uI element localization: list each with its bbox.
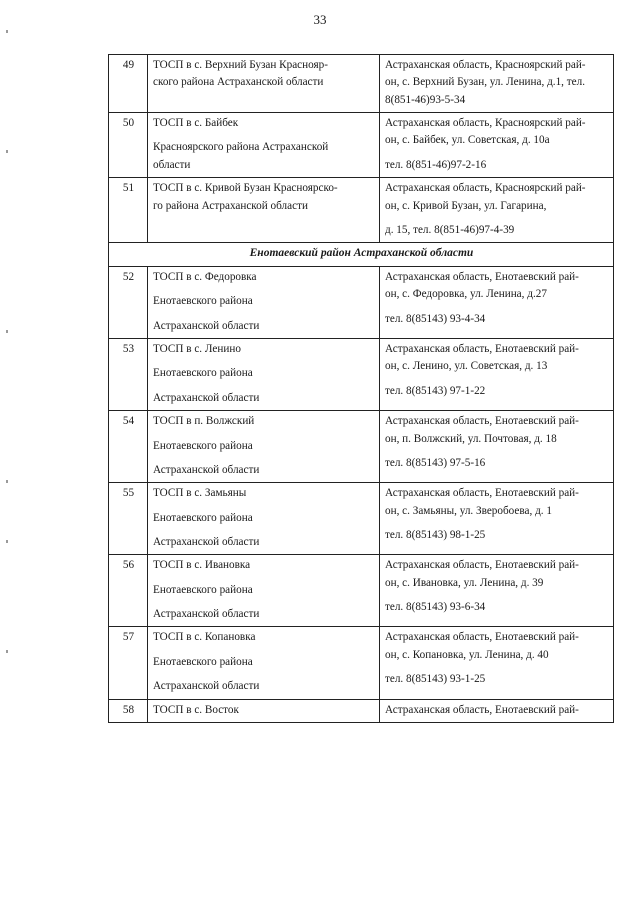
organization-name-line: области — [153, 158, 191, 171]
table-row — [109, 113, 614, 178]
table-row — [109, 627, 614, 699]
address-line: он, с. Копановка, ул. Ленина, д. 40 — [385, 648, 549, 661]
organization-name-line: ТОСП в с. Кривой Бузан Красноярско- — [153, 182, 338, 195]
organization-name-cell — [148, 555, 380, 627]
address-line: он, с. Федоровка, ул. Ленина, д.27 — [385, 288, 547, 301]
organization-name-line: Астраханской области — [153, 391, 260, 404]
organization-name-line: Енотаевского района — [153, 583, 253, 596]
organization-name-line: Астраханской области — [153, 463, 260, 476]
organization-name-cell — [148, 178, 380, 243]
table-row — [109, 178, 614, 243]
line-spacer — [153, 455, 375, 462]
organization-name-line: ТОСП в с. Замьяны — [153, 487, 247, 500]
address-line: Астраханская область, Енотаевский рай- — [385, 631, 579, 644]
organization-name-line: ТОСП в с. Верхний Бузан Краснояр- — [153, 59, 328, 71]
registry-table — [108, 54, 614, 723]
table-body-enotaevsk — [109, 267, 614, 723]
organization-name-line: Енотаевского района — [153, 367, 253, 380]
address-line: Астраханская область, Енотаевский рай- — [385, 415, 579, 428]
line-spacer — [153, 647, 375, 654]
organization-name-line: Астраханской области — [153, 680, 260, 693]
address-line: Астраханская область, Енотаевский рай- — [385, 487, 579, 500]
table-row — [109, 555, 614, 627]
address-line: он, с. Байбек, ул. Советская, д. 10а — [385, 134, 550, 147]
line-spacer — [153, 527, 375, 534]
address-line: тел. 8(85143) 93-1-25 — [385, 673, 486, 686]
address-line: Астраханская область, Красноярский рай- — [385, 117, 586, 130]
address-cell — [380, 699, 614, 722]
row-number: 54 — [109, 411, 148, 483]
row-number: 55 — [109, 483, 148, 555]
organization-name-line: ТОСП в с. Копановка — [153, 631, 256, 644]
organization-name-line: ТОСП в с. Восток — [153, 703, 239, 716]
row-number: 50 — [109, 113, 148, 178]
line-spacer — [153, 286, 375, 293]
organization-name-line: го района Астраханской области — [153, 199, 308, 212]
address-line: Астраханская область, Енотаевский рай- — [385, 703, 579, 716]
address-cell — [380, 411, 614, 483]
address-cell — [380, 339, 614, 411]
address-line: д. 15, тел. 8(851-46)97-4-39 — [385, 223, 515, 236]
address-line: тел. 8(85143) 97-5-16 — [385, 456, 486, 469]
line-spacer — [385, 592, 609, 599]
page-number: 33 — [313, 12, 327, 27]
line-spacer — [385, 150, 609, 157]
address-cell — [380, 178, 614, 243]
table-row — [109, 483, 614, 555]
organization-name-cell — [148, 411, 380, 483]
organization-name-line: Енотаевского района — [153, 511, 253, 524]
line-spacer — [153, 503, 375, 510]
address-line: тел. 8(85143) 93-4-34 — [385, 312, 486, 325]
row-number: 57 — [109, 627, 148, 699]
organization-name-cell — [148, 267, 380, 339]
address-cell — [380, 627, 614, 699]
organization-name-line: Астраханской области — [153, 319, 260, 332]
line-spacer — [385, 304, 609, 311]
organization-name-line: ТОСП в п. Волжский — [153, 415, 255, 428]
section-header-row — [109, 243, 614, 267]
line-spacer — [153, 311, 375, 318]
line-spacer — [153, 575, 375, 582]
organization-name-line: ского района Астраханской области — [153, 76, 324, 89]
row-number: 56 — [109, 555, 148, 627]
organization-name-cell — [148, 339, 380, 411]
row-number: 53 — [109, 339, 148, 411]
organization-name-cell — [148, 627, 380, 699]
table-row — [109, 411, 614, 483]
organization-name-cell — [148, 699, 380, 722]
organization-name-line: Астраханской области — [153, 608, 260, 621]
organization-name-line: Енотаевского района — [153, 655, 253, 668]
line-spacer — [385, 520, 609, 527]
address-line: он, с. Замьяны, ул. Зверобоева, д. 1 — [385, 504, 552, 517]
table-row — [109, 55, 614, 113]
address-line: он, с. Кривой Бузан, ул. Гагарина, — [385, 199, 547, 212]
address-line: Астраханская область, Красноярский рай- — [385, 182, 586, 195]
organization-name-line: Астраханской области — [153, 536, 260, 548]
address-line: тел. 8(85143) 93-6-34 — [385, 601, 486, 614]
line-spacer — [153, 132, 375, 139]
line-spacer — [153, 671, 375, 678]
address-line: он, с. Ивановка, ул. Ленина, д. 39 — [385, 576, 544, 589]
address-cell — [380, 267, 614, 339]
organization-name-cell — [148, 113, 380, 178]
section-header-row-group — [109, 243, 614, 267]
line-spacer — [153, 358, 375, 365]
address-cell — [380, 55, 614, 113]
section-title: Енотаевский район Астраханской области — [109, 243, 614, 267]
address-cell — [380, 113, 614, 178]
line-spacer — [385, 376, 609, 383]
line-spacer — [153, 383, 375, 390]
table-body-krasnoyarsk — [109, 55, 614, 243]
organization-name-cell — [148, 55, 380, 113]
table-row — [109, 267, 614, 339]
line-spacer — [385, 215, 609, 222]
address-line: он, с. Верхний Бузан, ул. Ленина, д.1, тел. — [385, 76, 585, 89]
address-cell — [380, 555, 614, 627]
row-number: 52 — [109, 267, 148, 339]
address-line: он, с. Ленино, ул. Советская, д. 13 — [385, 360, 548, 373]
organization-name-line: ТОСП в с. Ивановка — [153, 559, 251, 572]
address-line: 8(851-46)93-5-34 — [385, 93, 466, 106]
row-number: 49 — [109, 55, 148, 113]
table-row — [109, 339, 614, 411]
table-row — [109, 699, 614, 722]
organization-name-cell — [148, 483, 380, 555]
address-line: тел. 8(85143) 97-1-22 — [385, 384, 486, 397]
address-line: Астраханская область, Енотаевский рай- — [385, 343, 579, 356]
line-spacer — [385, 664, 609, 671]
address-line: тел. 8(85143) 98-1-25 — [385, 529, 486, 541]
organization-name-line: ТОСП в с. Федоровка — [153, 271, 257, 284]
organization-name-line: ТОСП в с. Байбек — [153, 117, 239, 130]
address-line: Астраханская область, Енотаевский рай- — [385, 271, 579, 284]
organization-name-line: Енотаевского района — [153, 439, 253, 452]
row-number: 51 — [109, 178, 148, 243]
line-spacer — [153, 431, 375, 438]
address-cell — [380, 483, 614, 555]
organization-name-line: Енотаевского района — [153, 295, 253, 308]
address-line: тел. 8(851-46)97-2-16 — [385, 158, 487, 171]
organization-name-line: ТОСП в с. Ленино — [153, 343, 241, 356]
line-spacer — [153, 599, 375, 606]
row-number: 58 — [109, 699, 148, 722]
address-line: Астраханская область, Красноярский рай- — [385, 59, 586, 71]
organization-name-line: Красноярского района Астраханской — [153, 141, 329, 154]
address-line: он, п. Волжский, ул. Почтовая, д. 18 — [385, 432, 557, 445]
line-spacer — [385, 448, 609, 455]
address-line: Астраханская область, Енотаевский рай- — [385, 559, 579, 572]
